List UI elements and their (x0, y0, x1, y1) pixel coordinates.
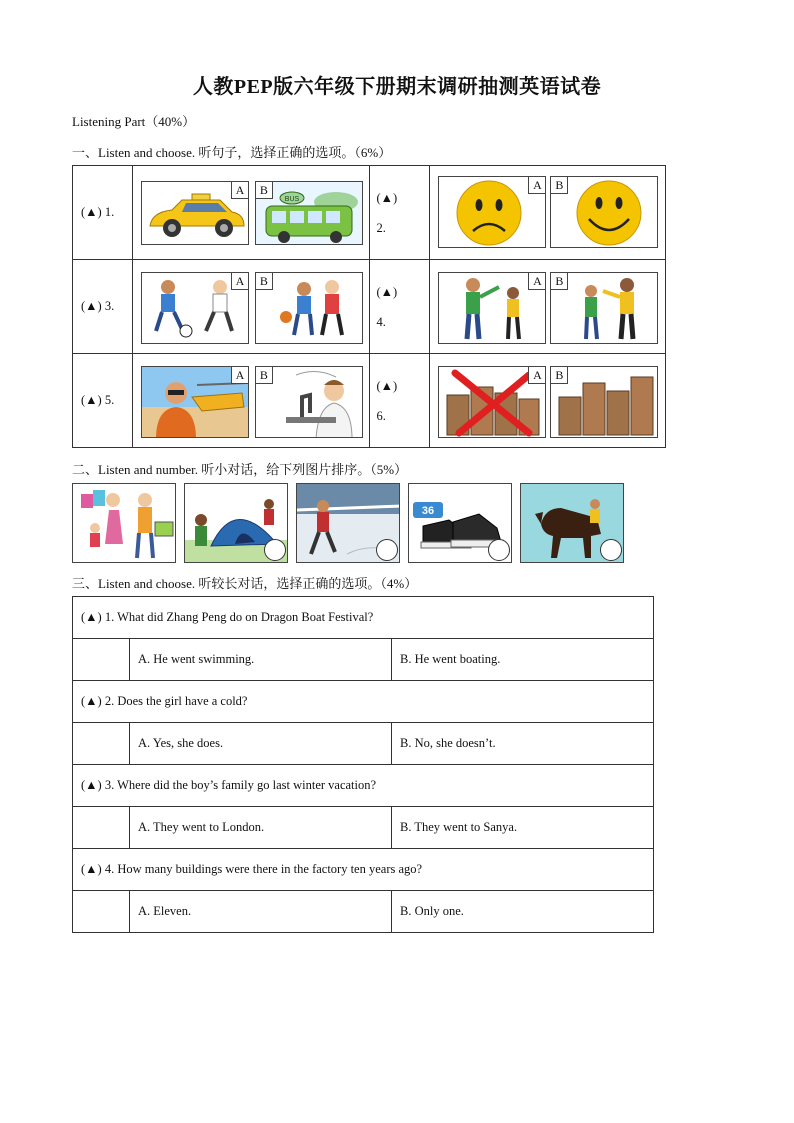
question-text: (▲) 1. What did Zhang Peng do on Dragon Boat Festival? (73, 597, 654, 639)
option-a[interactable]: A. They went to London. (130, 807, 392, 849)
option-a-label: A (231, 181, 249, 199)
answer-blank[interactable] (73, 639, 130, 681)
boys-talking-b-picture[interactable] (550, 272, 658, 344)
table-row (73, 807, 654, 849)
question-3-number: (▲) 3. (73, 260, 133, 354)
number-circle[interactable] (488, 539, 510, 561)
q6-num: 6. (376, 408, 386, 423)
question-3-pictures (132, 260, 370, 354)
table-row (73, 849, 654, 891)
question-5-pictures (132, 354, 370, 448)
section2-pictures (72, 483, 632, 565)
option-a-label: A (231, 366, 249, 384)
sneakers-picture[interactable] (408, 483, 512, 563)
sad-face-picture[interactable] (438, 176, 546, 248)
question-1-pictures (132, 166, 370, 260)
question-2-number (370, 166, 430, 260)
option-b-label: B (550, 272, 568, 290)
table-row (73, 354, 666, 448)
question-2-pictures (430, 166, 666, 260)
camping-tent-picture[interactable] (184, 483, 288, 563)
question-4-number (370, 260, 430, 354)
section1-table (72, 165, 666, 448)
option-a[interactable]: A. He went swimming. (130, 639, 392, 681)
question-text: (▲) 2. Does the girl have a cold? (73, 681, 654, 723)
table-row (73, 639, 654, 681)
number-circle[interactable] (264, 539, 286, 561)
option-b[interactable]: B. Only one. (391, 891, 653, 933)
happy-face-picture[interactable] (550, 176, 658, 248)
q4-mark: (▲) (376, 284, 398, 299)
option-a[interactable]: A. Yes, she does. (130, 723, 392, 765)
option-a-label: A (231, 272, 249, 290)
table-row (73, 597, 654, 639)
number-circle[interactable] (600, 539, 622, 561)
section3-table (72, 596, 654, 933)
listening-part-label: Listening Part（40%） (72, 114, 196, 129)
taxi-picture[interactable] (141, 181, 249, 245)
option-b[interactable]: B. They went to Sanya. (391, 807, 653, 849)
question-6-number (370, 354, 430, 448)
soccer-kids-picture[interactable] (141, 272, 249, 344)
pilot-picture[interactable] (141, 366, 249, 438)
q6-mark: (▲) (376, 378, 398, 393)
option-a-label: A (528, 272, 546, 290)
answer-blank[interactable] (73, 891, 130, 933)
q4-num: 4. (376, 314, 386, 329)
option-b-label: B (255, 272, 273, 290)
section1-heading: 一、Listen and choose. 听句子，选择正确的选项。（6%） (72, 145, 392, 160)
section2-heading: 二、Listen and number. 听小对话，给下列图片排序。（5%） (72, 462, 408, 477)
table-row (73, 765, 654, 807)
table-row (73, 723, 654, 765)
table-row (73, 891, 654, 933)
skating-picture[interactable] (296, 483, 400, 563)
table-row (73, 166, 666, 260)
horse-riding-picture[interactable] (520, 483, 624, 563)
boys-talking-a-picture[interactable] (438, 272, 546, 344)
option-a[interactable]: A. Eleven. (130, 891, 392, 933)
table-row (73, 681, 654, 723)
option-b[interactable]: B. No, she doesn’t. (391, 723, 653, 765)
bus-sign-text: BUS (284, 196, 300, 203)
option-a-label: A (528, 176, 546, 194)
question-6-pictures (430, 354, 666, 448)
option-b-label: B (550, 366, 568, 384)
question-text: (▲) 3. Where did the boy’s family go last winter vacation? (73, 765, 654, 807)
basketball-kids-picture[interactable] (255, 272, 363, 344)
q2-num: 2. (376, 220, 386, 235)
number-circle[interactable] (376, 539, 398, 561)
size-badge: 36 (421, 505, 435, 517)
option-b[interactable]: B. He went boating. (391, 639, 653, 681)
buildings-picture[interactable] (550, 366, 658, 438)
question-text: (▲) 4. How many buildings were there in the factory ten years ago? (73, 849, 654, 891)
crossed-buildings-picture[interactable] (438, 366, 546, 438)
scientist-picture[interactable] (255, 366, 363, 438)
question-4-pictures (430, 260, 666, 354)
table-row (73, 260, 666, 354)
question-1-number: (▲) 1. (73, 166, 133, 260)
option-b-label: B (255, 181, 273, 199)
option-b-label: B (255, 366, 273, 384)
answer-blank[interactable] (73, 723, 130, 765)
section3-heading: 三、Listen and choose. 听较长对话，选择正确的选项。（4%） (72, 576, 418, 591)
q2-mark: (▲) (376, 190, 398, 205)
question-5-number: (▲) 5. (73, 354, 133, 448)
page-title: 人教PEP版六年级下册期末调研抽测英语试卷 (192, 76, 602, 98)
bus-picture[interactable] (255, 181, 363, 245)
family-shopping-picture[interactable] (72, 483, 176, 563)
option-a-label: A (528, 366, 546, 384)
answer-blank[interactable] (73, 807, 130, 849)
option-b-label: B (550, 176, 568, 194)
